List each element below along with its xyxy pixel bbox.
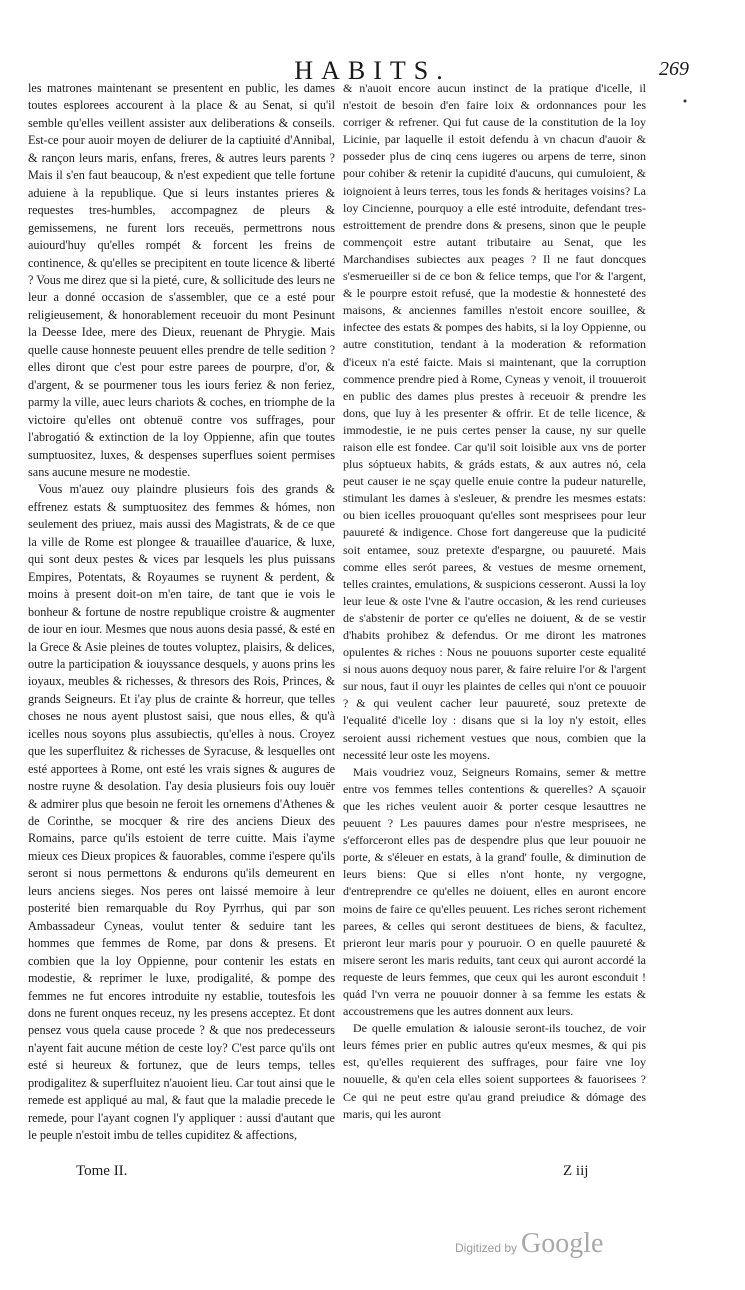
digitized-watermark bbox=[455, 1228, 603, 1268]
watermark-prefix: Digitized by bbox=[455, 1241, 518, 1255]
volume-label: Tome II. bbox=[76, 1163, 128, 1179]
right-column bbox=[343, 80, 646, 1123]
paragraph: & n'auoit encore aucun instinct de la pratique d'icelle, il n'estoit de besoin d'en faire loix & ordonnances pour les corriger & refrener. Qui fut cause de la constitution de la loy Licinie, par laquelle il estoit defendu à vn chacun d'auoir & posseder plus de cinq cens iugeres ou arpens de terre, sinon pour cohiber & retenir la cupidité d'aucuns, qui cumuloient, & ioignoient à leurs terres, tous les fonds & heritages voisins? La loy Cincienne, pourquoy a elle esté introduite, defendant tres-estroittement de prendre dons & presens, sinon que le peuple commençoit estre autant tributaire au Senat, que les Marchandises subiectes aux peages ? Il ne faut doncques s'esmerueiller si de ce bon & felice temps, que l'or & l'argent, & le pourpre estoit refusé, que la modestie & honnesteté des maisons, & anciennes familles n'estoit encore souillee, & infectee des estats & pompes des habits, si la loy Oppienne, ou autre constitution, tendant à la moderation & reformation d'iceux n'a esté faicte. Mais si maintenant, que la corruption commence prendre pied à Rome, Cyneas y venoit, il trouueroit en public des dames plus prestes à receuoir & prendre les dons, que luy à les presenter & offrir. Et de telle licence, & immodestie, ie ne puis certes penser la cause, ny sur quelle raison elle est fondee. Car qu'il soit loisible aux vns de porter plus sóptueux habits, & gráds estats, & aux autres nó, cela peut causer ie ne sçay quelle enuie contre la pudeur naturelle, stimulant les dames à s'esleuer, & prendre les mesmes estats: ou bien icelles prouoquant qu'elles sont mesprisees pour leur pauureté & indigence. Chose fort dangereuse que la pudicité soit entamee, souz pretexte d'espargne, ou pauureté. Mais comme elles serót parees, & vestues de mesme ornement, telles craintes, emulations, & suspicions cesseront. Aussi la loy leur leue & oste l'vne & l'autre occasion, & les rend curieuses de s'abstenir de porter ce qu'elles ne doiuent, & de se vestir d'habits prohibez & defendus. Or me diront les matrones opulentes & riches : Nous ne pouuons suporter ceste equalité si nous auons dequoy nous parer, & faire reluire l'or & l'argent sur nous, faut il ouyr les plaintes de celles qui n'ont ce pouuoir ? & qui veulent cacher leur pauureté, souz pretexte de l'equalité d'icelle loy : disans que si la loy n'y estoit, elles seroient aussi richement vestues que nous, combien que la necessité leur oste les moyens. bbox=[343, 81, 646, 762]
paragraph: les matrones maintenant se presentent en public, les dames toutes esplorees accourent à la place & au Senat, si qu'il semble qu'elles veillent assister aux deliberations & conseils. Est-ce pour auoir moyen de deliurer de la captiuité d'Annibal, & rançon leurs maris, enfans, freres, & autres leurs parents ? Mais il s'en faut beaucoup, & n'est expedient que telle fortune aduiene à la republique. Que si leurs instantes prieres & requestes tres-humbles, accompagnez de pleurs & gemissemens, ne furent lors receuës, permettrons nous auiourd'huy qu'elles rompét & forcent les freins de continence, & qu'elles se precipitent en toute licence & liberté ? Vous me direz que si la pieté, cure, & sollicitude des leurs ne leur a donné occasion de s'assembler, que ce a esté pour religieusement, & honorablement receuoir du mont Pesinunt la Deesse Idee, mere des Dieux, reuenant de Phrygie. Mais quelle cause honneste peuuent elles prendre de telle sedition ? elles diront que c'est pour estre parees de pourpre, d'or, & d'argent, & se pourmener tous les iours feriez & non feriez, parmy la ville, auec leurs chariots & coches, en triomphe de la victoire qu'elles ont obtenuë contre vos suffrages, pour l'abrogatió & extinction de la loy Oppienne, afin que toutes sumptuositez, luxes, & despenses superflues soient permises sans aucune mesure ne modestie. bbox=[28, 81, 335, 479]
margin-mark-icon bbox=[682, 98, 688, 104]
signature-mark: Z iij bbox=[563, 1163, 589, 1179]
paragraph: De quelle emulation & ialousie seront-ils touchez, de voir leurs fémes prier en public autres qu'eux mesmes, & qui pis est, qu'elles requierent des suffrages, pour faire vne loy nouuelle, & qu'en cela elles soient supportees & fauorisees ? Ce qui ne peut estre qu'au grand preiudice & dómage des maris, qui les auront bbox=[343, 1021, 646, 1121]
google-logo: Google bbox=[521, 1228, 604, 1259]
running-title: HABITS. bbox=[294, 56, 451, 85]
left-column bbox=[28, 80, 335, 1145]
paragraph: Vous m'auez ouy plaindre plusieurs fois des grands & effrenez estats & sumptuositez des femmes & hómes, non seulement des priuez, mais aussi des Magistrats, & de ce que la ville de Rome est plongee & trauaillee d'auarice, & luxe, qui sont deux pestes & vices par lesquels les plus puissans Empires, Potentats, & Royaumes se ruynent & perdent, & moins à present doit-on m'en taire, de tant que ie vois le bonheur & fortune de nostre republique croistre & augmenter de iour en iour. Mesmes que nous auons desia passé, & esté en la Grece & Asie pleines de toutes voluptez, plaisirs, & delices, outre la participation & iouyssance desquels, y auons prins les ioyaux, meubles & richesses, & thresors des Rois, Princes, & grands Seigneurs. Et i'ay plus de crainte & horreur, que telles choses ne nous ayent plustost saisi, que nous elles, & qu'à icelles nous soyons plus assubiectis, qu'elles à nous. Croyez que les superfluitez & richesses de Syracuse, & lesquelles ont esté apportees à Rome, ont esté les vrais signes & augures de nostre ruyne & desolation. I'ay desia plusieurs fois ouy louër & admirer plus que besoin ne feroit les ornemens d'Athenes & de Corinthe, se mocquer & rire des anciens Dieux des Romains, parce qu'ils estoient de terre cuitte. Mais i'ayme mieux ces Dieux propices & fauorables, comme i'espere qu'ils seront si nous permettons & endurons qu'ils demeurent en leurs anciens sieges. Nos peres ont laissé memoire à leur posterité bien remarquable du Roy Pyrrhus, qui par son Ambassadeur Cyneas, voulut tenter & seduire tant les hommes que femmes de Rome, par dons & presens. Et combien que la loy Oppienne, pour contenir les estats en modestie, & reprimer le luxe, prodigalité, & pompe des femmes ne fut encores introduite ny establie, toutesfois les dons ne furent onques receuz, ny les presens acceptez. Et dont pensez vous quela cause procede ? & que nos predecesseurs n'ayent fait aucune métion de ceste loy? C'est parce qu'ils ont esté si heureux & fortunez, que de leurs temps, telles prodigalitez & superfluitez n'auoient lieu. Car tout ainsi que le remede est appliqué au mal, & faut que la maladie precede le remede, pour l'ayant cognen l'y appliquer : aussi d'autant que le peuple n'estoit imbu de telles cupiditez & affections, bbox=[28, 482, 335, 1143]
page-number: 269 bbox=[659, 58, 689, 80]
paragraph: Mais voudriez vouz, Seigneurs Romains, semer & mettre entre vos femmes telles contentions & querelles? A sçauoir que les riches veulent auoir & porter cesque lesauttres ne peuuent ? Les pauures dames pour n'estre mesprisees, ne s'efforceront elles pas de despendre plus que leur pouuoir ne porte, & s'éleuer en estats, à la grand' foulle, & diminution de leurs biens: Que si elles n'ont honte, ny vergogne, d'entreprendre ce qu'elles ne doiuent, elles en auront encore moins de faire ce qu'elles peuuent. Les riches seront richement parees, & celles qui seront destituees de biens, & facultez, prieront leur maris pour y pouruoir. O en quelle pauureté & misere seront les maris reduits, tant ceux qui auront accordé la requeste de leurs femmes, que ceux qui les auront esconduit ! quád l'vn verra ne pouuoir donner à sa femme les estats & accoustremens que les autres donnent aux leurs. bbox=[343, 764, 646, 1019]
